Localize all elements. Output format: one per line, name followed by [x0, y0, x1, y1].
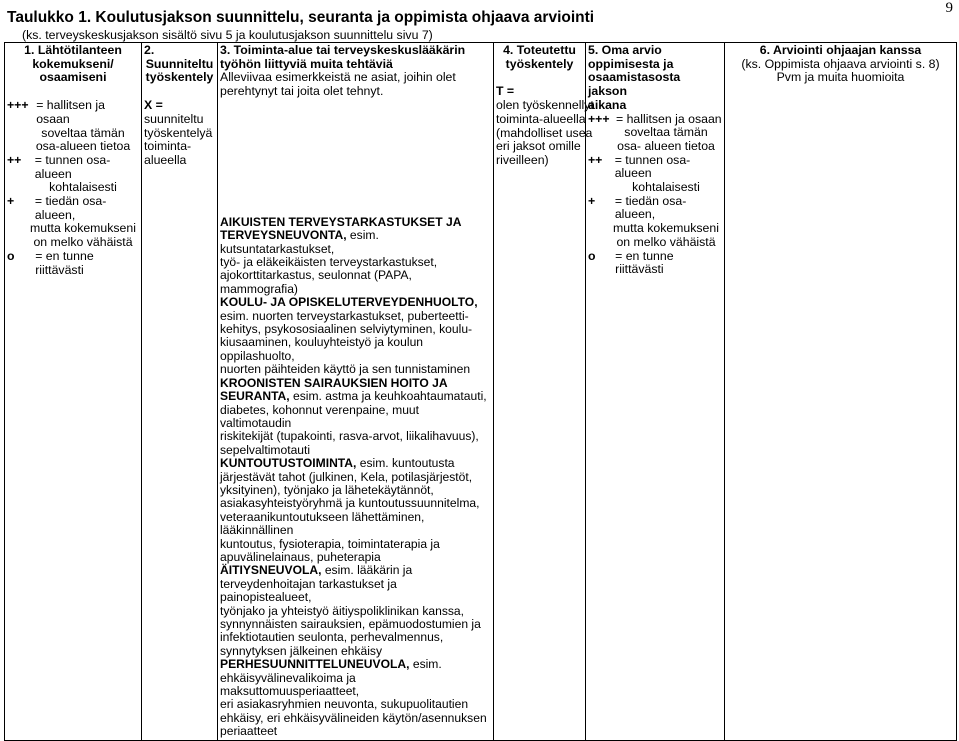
completed-label: T = — [496, 84, 515, 99]
self-assessment-legend: +++ = hallitsen ja osaan soveltaa tämän osa- alueen tietoa ++ = tunnen osa-alueen kohtalaisesti + = tiedän osa-alueen, mutta kokemukseni on melko vähäistä o = en tunne riittävästi — [588, 111, 722, 277]
table-row — [5, 43, 957, 741]
section-school-health: KOULU- JA OPISKELUTERVEYDENHUOLTO, esim. nuorten terveystarkastukset, puberteetti- kehitys, psykososiaalinen selviytyminen, koulu- kiusaaminen, kouluyhteistyö ja koulun oppilashuolto, nuorten päihteiden käyttö ja sen tunnistaminen — [220, 295, 478, 377]
column-activity-area — [218, 43, 494, 741]
column-header: 1. Lähtötilanteen kokemukseni/ osaamiseni — [24, 43, 122, 85]
page-number: 9 — [945, 0, 953, 16]
underline-instruction: Alleviivaa esimerkkeistä ne asiat, joihin olet perehtynyt tai joita olet tehnyt. — [220, 70, 456, 99]
planning-table — [4, 42, 957, 741]
table-title: Taulukko 1. Koulutusjakson suunnittelu, seuranta ja oppimista ohjaava arviointi — [7, 9, 595, 26]
table-subtitle: (ks. terveyskeskusjakson sisältö sivu 5 ja koulutusjakson suunnittelu sivu 7) — [22, 28, 433, 42]
column-completed-work — [494, 43, 594, 741]
column-header: 4. Toteutettu työskentely — [503, 43, 576, 71]
section-family-planning: PERHESUUNNITTELUNEUVOLA, esim. ehkäisyvälinevalikoima ja maksuttomuusperiaatteet, eri asiakasryhmien neuvonta, sukupuolitautien ehkäisy, eri ehkäisyvälineiden käytön/asennuksen periaatteet — [220, 657, 487, 739]
column-starting-level — [5, 43, 142, 741]
supervisor-note: (ks. Oppimista ohjaava arviointi s. 8) Pvm ja muita huomioita — [741, 56, 940, 85]
column-supervisor-assessment — [725, 43, 957, 741]
column-header: 3. Toiminta-alue tai terveyskeskuslääkärin työhön liittyviä muita tehtäviä — [220, 43, 466, 71]
section-rehabilitation: KUNTOUTUSTOIMINTA, esim. kuntoutusta järjestävät tahot (julkinen, Kela, potilasjärjestöt, yksityinen), työnjako ja lähetekäytännöt, asiakasyhteistyöryhmä ja kuntoutussuunnitelma, veteraanikuntoutukseen lähettäminen, lääkinnällinen kuntoutus, fysioterapia, toimintaterapia ja apuvälinelainaus, puheterapia — [220, 456, 480, 564]
column-header: 6. Arviointi ohjaajan kanssa — [759, 43, 922, 57]
section-adult-health-checks: AIKUISTEN TERVEYSTARKASTUKSET JA TERVEYSNEUVONTA, esim. kutsuntatarkastukset, työ- ja eläkeikäisten terveystarkastukset, ajokorttitarkastus, seulonnat (PAPA, mammografia) — [220, 214, 462, 296]
planned-work-note: X = suunniteltu työskentelyä toiminta- alueella — [144, 98, 213, 167]
section-chronic-diseases: KROONISTEN SAIRAUKSIEN HOITO JA SEURANTA, esim. astma ja keuhkoahtaumatauti, diabetes, kohonnut verenpaine, muut valtimotaudin riskitekijät (tupakointi, rasva-arvot, liikalihavuus), sepelvaltimotauti — [220, 375, 487, 457]
column-planned-work — [142, 43, 218, 741]
column-header: 2. Suunniteltu työskentely — [144, 43, 214, 85]
skill-legend: +++ = hallitsen ja osaan soveltaa tämän osa-alueen tietoa ++ = tunnen osa-alueen kohtalaisesti + = tiedän osa-alueen, mutta kokemukseni on melko vähäistä o = en tunne riittävästi — [7, 98, 136, 277]
section-maternity-clinic: ÄITIYSNEUVOLA, esim. lääkärin ja terveydenhoitajan tarkastukset ja painopistealueet, työnjako ja yhteistyö äitiyspoliklinikan kanssa, synnynnäisten sairauksien, epämuodostumien ja infektiotautien seulonta, perhevalmennus, synnytyksen jälkeinen ehkäisy — [220, 563, 481, 658]
completed-work-note: olen työskennellyt toiminta-alueella (mahdolliset usea eri jaksot omille riveilleen) — [496, 98, 594, 167]
column-self-assessment — [586, 43, 725, 741]
column-header: 5. Oma arvio oppimisesta ja osaamistasosta jakson aikana — [588, 43, 681, 112]
activity-sections — [220, 216, 491, 739]
